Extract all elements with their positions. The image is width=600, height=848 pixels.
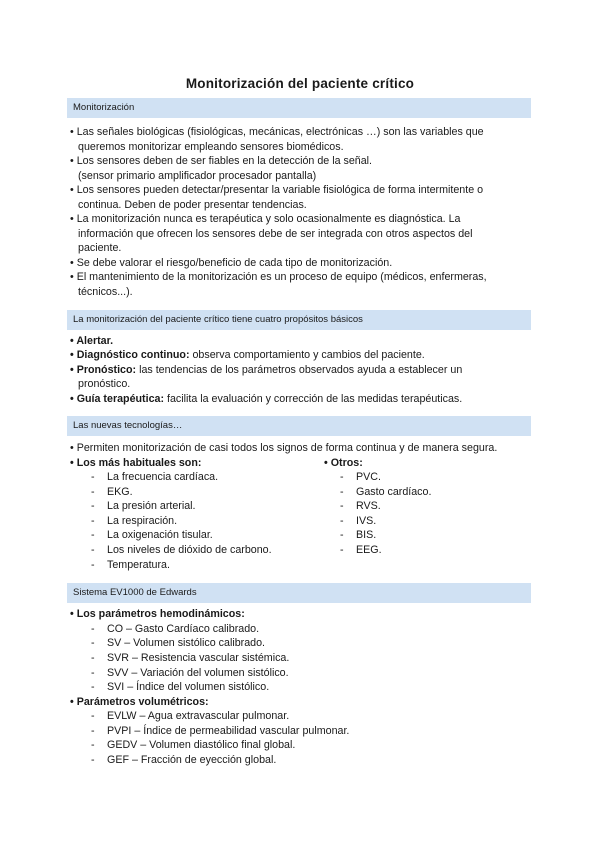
list-item-text: Los niveles de dióxido de carbono.	[107, 544, 272, 556]
dash-marker: -	[91, 559, 95, 571]
purpose-diagnostico	[70, 348, 425, 363]
list-heading-volumetricos: • Parámetros volumétricos:	[70, 696, 209, 708]
page-title: Monitorización del paciente crítico	[185, 76, 415, 91]
section-heading-propositos: La monitorización del paciente crítico tiene cuatro propósitos básicos	[67, 310, 531, 330]
purpose-guia	[70, 392, 462, 407]
dash-marker: -	[91, 500, 95, 512]
list-item-text: SVR – Resistencia vascular sistémica.	[107, 652, 290, 664]
purpose-text: observa comportamiento y cambios del paciente.	[189, 349, 425, 361]
dash-marker: -	[91, 739, 95, 751]
text-line: • La monitorización nunca es terapéutica y solo ocasionalmente es diagnóstica. La	[70, 213, 461, 225]
dash-marker: -	[91, 754, 95, 766]
list-item-text: PVC.	[356, 471, 381, 483]
dash-marker: -	[91, 486, 95, 498]
dash-marker: -	[340, 529, 344, 541]
purpose-pronostico	[70, 363, 462, 378]
dash-marker: -	[91, 652, 95, 664]
text-line: continua. Deben de poder presentar tendencias.	[78, 199, 307, 211]
text-line: • Las señales biológicas (fisiológicas, mecánicas, electrónicas …) son las variables que	[70, 126, 484, 138]
list-heading-otros: • Otros:	[324, 457, 363, 469]
text-line: • Los sensores pueden detectar/presentar la variable fisiológica de forma intermitente o	[70, 184, 484, 196]
dash-marker: -	[91, 529, 95, 541]
list-heading-habituales: • Los más habituales son:	[70, 457, 202, 469]
list-item-text: La frecuencia cardíaca.	[107, 471, 219, 483]
list-item-text: SV – Volumen sistólico calibrado.	[107, 637, 266, 649]
text-line: • Se debe valorar el riesgo/beneficio de cada tipo de monitorización.	[70, 257, 393, 269]
section-heading-tecnologias: Las nuevas tecnologías…	[67, 416, 531, 436]
list-item-text: Temperatura.	[107, 559, 170, 571]
text-line: queremos monitorizar empleando sensores biomédicos.	[78, 141, 344, 153]
list-heading-hemodinamicos: • Los parámetros hemodinámicos:	[70, 608, 245, 620]
bold-label: • Diagnóstico continuo:	[70, 349, 190, 361]
dash-marker: -	[340, 515, 344, 527]
list-item-text: IVS.	[356, 515, 377, 527]
list-item-text: Gasto cardíaco.	[356, 486, 432, 498]
list-item-text: La presión arterial.	[107, 500, 196, 512]
text-line: (sensor primario amplificador procesador pantalla)	[78, 170, 317, 182]
dash-marker: -	[340, 486, 344, 498]
bold-label: • Guía terapéutica:	[70, 393, 165, 405]
list-item-text: PVPI – Índice de permeabilidad vascular pulmonar.	[107, 725, 350, 737]
text-line: • El mantenimiento de la monitorización es un proceso de equipo (médicos, enfermeras,	[70, 271, 487, 283]
text-line: paciente.	[78, 242, 122, 254]
dash-marker: -	[91, 637, 95, 649]
dash-marker: -	[91, 471, 95, 483]
dash-marker: -	[91, 515, 95, 527]
purpose-text: las tendencias de los parámetros observados ayuda a establecer un	[136, 364, 463, 376]
list-item-text: EKG.	[107, 486, 133, 498]
dash-marker: -	[91, 623, 95, 635]
list-item-text: SVI – Índice del volumen sistólico.	[107, 681, 270, 693]
text-line: • Permiten monitorización de casi todos los signos de forma continua y de manera segura.	[70, 442, 498, 454]
list-item-text: CO – Gasto Cardíaco calibrado.	[107, 623, 260, 635]
list-item-text: SVV – Variación del volumen sistólico.	[107, 667, 289, 679]
dash-marker: -	[91, 681, 95, 693]
dash-marker: -	[340, 471, 344, 483]
section-heading-ev1000: Sistema EV1000 de Edwards	[67, 583, 531, 603]
dash-marker: -	[91, 544, 95, 556]
text-line: información que ofrecen los sensores debe de ser integrada con otros aspectos del	[78, 228, 473, 240]
text-line: pronóstico.	[78, 378, 131, 390]
text-line: técnicos...).	[78, 286, 133, 298]
list-item-text: La respiración.	[107, 515, 178, 527]
bold-label: • Pronóstico:	[70, 364, 137, 376]
purpose-text: facilita la evaluación y corrección de las medidas terapéuticas.	[164, 393, 463, 405]
list-item-text: EEG.	[356, 544, 382, 556]
list-item-text: EVLW – Agua extravascular pulmonar.	[107, 710, 290, 722]
dash-marker: -	[340, 500, 344, 512]
dash-marker: -	[91, 667, 95, 679]
text-line: • Los sensores deben de ser fiables en la detección de la señal.	[70, 155, 373, 167]
list-item-text: RVS.	[356, 500, 381, 512]
dash-marker: -	[340, 544, 344, 556]
list-item-text: GEF – Fracción de eyección global.	[107, 754, 277, 766]
purpose-alertar: • Alertar.	[70, 335, 114, 347]
list-item-text: BIS.	[356, 529, 377, 541]
dash-marker: -	[91, 725, 95, 737]
section-heading-monitorizacion: Monitorización	[67, 98, 531, 118]
list-item-text: GEDV – Volumen diastólico final global.	[107, 739, 296, 751]
dash-marker: -	[91, 710, 95, 722]
list-item-text: La oxigenación tisular.	[107, 529, 213, 541]
